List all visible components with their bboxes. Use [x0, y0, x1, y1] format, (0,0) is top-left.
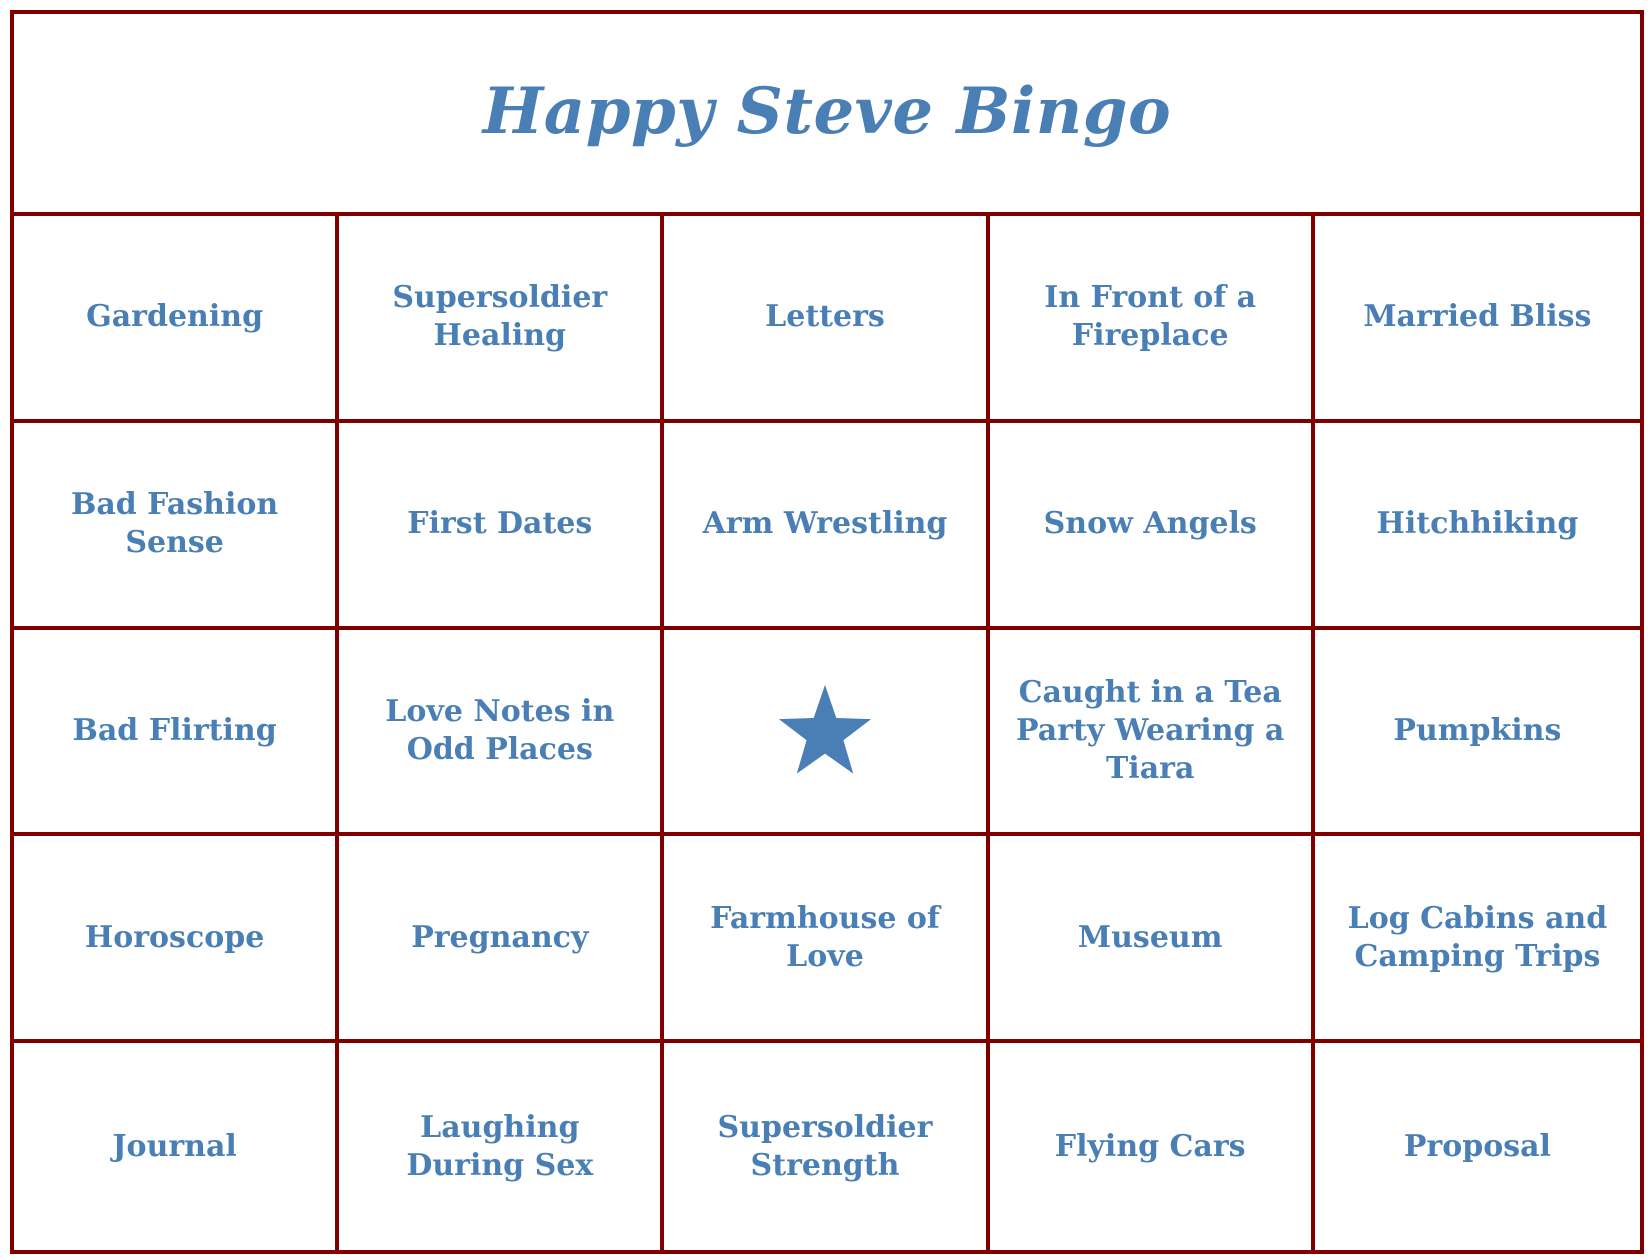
bingo-cell[interactable] — [339, 423, 664, 630]
bingo-cell[interactable] — [664, 216, 989, 423]
cell-label: Proposal — [1403, 1128, 1551, 1164]
cell-label: Museum — [1077, 919, 1223, 955]
bingo-cell[interactable] — [664, 423, 989, 630]
cell-label: Flying Cars — [1054, 1128, 1246, 1164]
bingo-cell[interactable] — [664, 1043, 989, 1250]
bingo-cell[interactable] — [990, 630, 1315, 837]
star-icon — [777, 683, 873, 779]
bingo-cell[interactable] — [664, 836, 989, 1043]
cell-label: First Dates — [407, 506, 593, 542]
cell-label: Gardening — [86, 299, 264, 335]
cell-label: Supersoldier Strength — [717, 1109, 933, 1183]
bingo-cell[interactable] — [14, 836, 339, 1043]
bingo-cell[interactable] — [990, 216, 1315, 423]
cell-label: Horoscope — [84, 919, 265, 955]
title-bar — [14, 14, 1640, 216]
bingo-card — [10, 10, 1644, 1254]
cell-label: Log Cabins and Camping Trips — [1347, 900, 1608, 974]
bingo-title: Happy Steve Bingo — [482, 73, 1172, 149]
cell-label: Letters — [765, 299, 885, 335]
bingo-cell[interactable] — [339, 630, 664, 837]
bingo-cell[interactable] — [14, 423, 339, 630]
bingo-cell[interactable] — [990, 423, 1315, 630]
star-icon-svg — [777, 683, 873, 779]
cell-label: Pregnancy — [411, 919, 589, 955]
bingo-cell[interactable] — [990, 1043, 1315, 1250]
bingo-grid — [14, 216, 1640, 1250]
cell-label: Journal — [112, 1128, 237, 1164]
bingo-cell[interactable] — [1315, 216, 1640, 423]
cell-label: Snow Angels — [1043, 506, 1257, 542]
bingo-cell[interactable] — [339, 836, 664, 1043]
cell-label: Caught in a Tea Party Wearing a Tiara — [1016, 674, 1285, 786]
cell-label: In Front of a Fireplace — [1044, 280, 1257, 354]
cell-label: Bad Fashion Sense — [70, 487, 279, 561]
cell-label: Laughing During Sex — [406, 1109, 594, 1183]
bingo-cell[interactable] — [14, 1043, 339, 1250]
bingo-cell[interactable] — [1315, 836, 1640, 1043]
cell-label: Farmhouse of Love — [710, 900, 940, 974]
bingo-cell[interactable] — [1315, 630, 1640, 837]
bingo-cell[interactable] — [990, 836, 1315, 1043]
free-space-cell[interactable] — [664, 630, 989, 837]
cell-label: Arm Wrestling — [702, 506, 948, 542]
bingo-cell[interactable] — [339, 1043, 664, 1250]
cell-label: Pumpkins — [1393, 712, 1562, 748]
bingo-cell[interactable] — [14, 630, 339, 837]
cell-label: Married Bliss — [1363, 299, 1592, 335]
bingo-cell[interactable] — [339, 216, 664, 423]
cell-label: Supersoldier Healing — [392, 280, 608, 354]
bingo-cell[interactable] — [14, 216, 339, 423]
cell-label: Bad Flirting — [72, 712, 277, 748]
cell-label: Hitchhiking — [1376, 506, 1579, 542]
bingo-cell[interactable] — [1315, 1043, 1640, 1250]
cell-label: Love Notes in Odd Places — [385, 693, 615, 767]
bingo-cell[interactable] — [1315, 423, 1640, 630]
